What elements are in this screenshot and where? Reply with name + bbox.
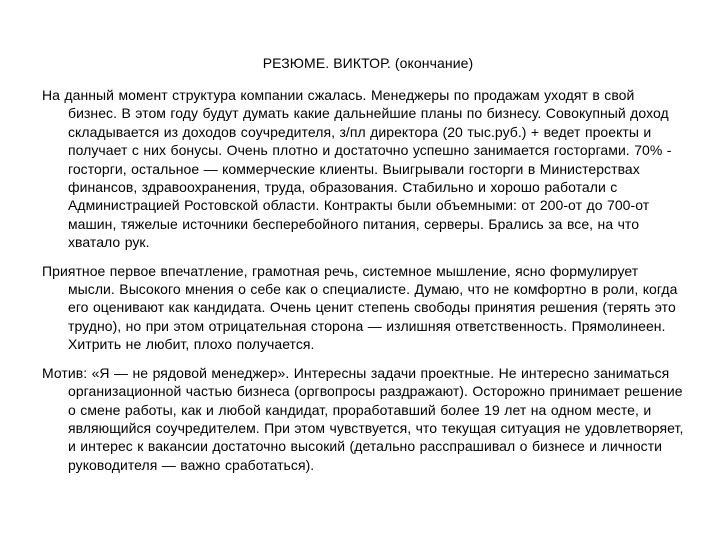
slide-title: РЕЗЮМЕ. ВИКТОР. (окончание) — [262, 55, 474, 71]
paragraph-personal-impression: Приятное первое впечатление, грамотная речь, системное мышление, ясно формулирует мысли. Высокого мнения о себе как о специалисте. Думаю, что не комфортно в роли, когда его оценивают как кандидата. Очень ценит степень свободы принятия решения (терять это трудно), но при этом отрицательная сторона — излишняя ответственность. Прямолинеен. Хитрить не любит, плохо получается. — [42, 262, 678, 353]
paragraph-motivation: Мотив: «Я — не рядовой менеджер». Интересны задачи проектные. Не интересно заниматься организационной частью бизнеса (оргвопросы раздражают). Осторожно принимает решение о смене работы, как и любой кандидат, проработавший более 19 лет на одном месте, и являющийся соучредителем. При этом чувствуется, что текущая ситуация не удовлетворяет, и интерес к вакансии достаточно высокий (детально расспрашивал о бизнесе и личности руководителя — важно сработаться). — [42, 364, 684, 473]
paragraph-business-situation: На данный момент структура компании сжалась. Менеджеры по продажам уходят в свой бизнес. В этом году будут думать какие дальнейшие планы по бизнесу. Совокупный доход складывается из доходов соучредителя, з/пл директора (20 тыс.руб.) + ведет проекты и получает с них бонусы. Очень плотно и достаточно успешно занимается госторгами. 70% - госторги, остальное — коммерческие клиенты. Выигрывали госторги в Министерствах финансов, здравоохранения, труда, образования. Стабильно и хорошо работали с Администрацией Ростовской области. Контракты были объемными: от 200-от до 700-от машин, тяжелые источники бесперебойного питания, серверы. Брались за все, на что хватало рук. — [42, 87, 672, 251]
